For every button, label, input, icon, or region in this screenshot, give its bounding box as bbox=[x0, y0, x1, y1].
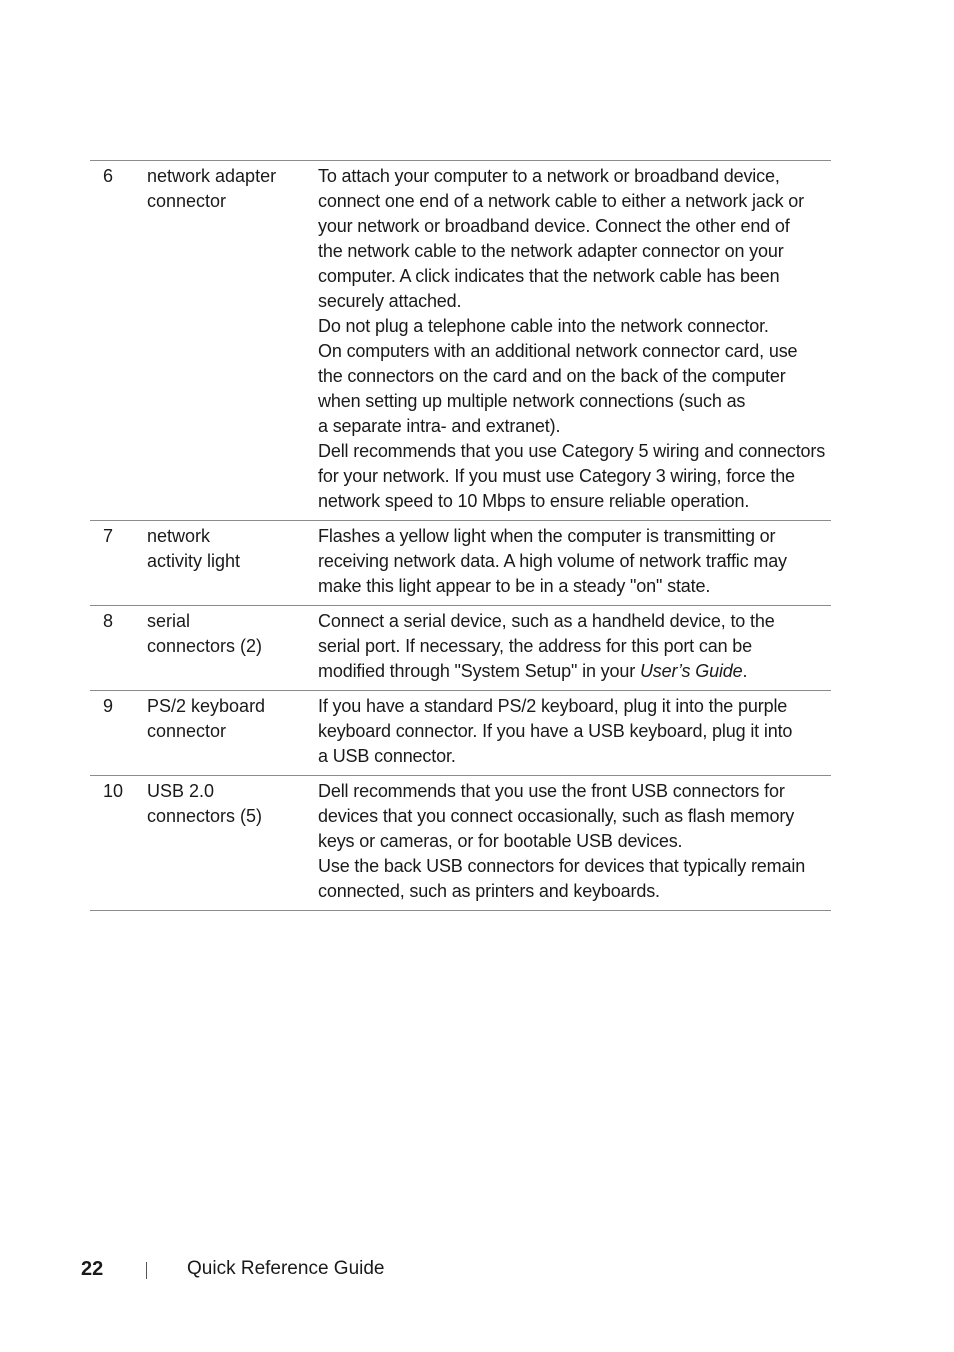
description-line: securely attached. bbox=[318, 291, 462, 311]
description-line: when setting up multiple network connections (such as bbox=[318, 391, 746, 411]
item-name-line: serial bbox=[147, 611, 191, 631]
item-name-line: network adapter bbox=[147, 166, 277, 186]
description-line: computer. A click indicates that the network cable has been bbox=[318, 266, 780, 286]
description-line: connect one end of a network cable to either a network jack or bbox=[318, 191, 804, 211]
description-line: make this light appear to be in a steady "on" state. bbox=[318, 576, 711, 596]
item-number: 8 bbox=[103, 611, 114, 631]
item-description bbox=[318, 779, 831, 904]
users-guide-reference: User’s Guide bbox=[639, 661, 743, 681]
description-line: keyboard connector. If you have a USB keyboard, plug it into bbox=[318, 721, 793, 741]
description-line: the connectors on the card and on the back of the computer bbox=[318, 366, 786, 386]
item-name-line: connectors (2) bbox=[147, 636, 263, 656]
item-name-line: connector bbox=[147, 191, 227, 211]
description-text: . bbox=[742, 661, 748, 681]
description-line: Connect a serial device, such as a handheld device, to the bbox=[318, 611, 775, 631]
table-row bbox=[90, 776, 831, 911]
item-name-line: activity light bbox=[147, 551, 241, 571]
description-line: a USB connector. bbox=[318, 746, 456, 766]
description-line bbox=[318, 659, 831, 684]
description-line: To attach your computer to a network or broadband device, bbox=[318, 166, 780, 186]
description-line: On computers with an additional network connector card, use bbox=[318, 341, 798, 361]
description-line: the network cable to the network adapter connector on your bbox=[318, 241, 784, 261]
item-description bbox=[318, 609, 831, 684]
page-number: 22 bbox=[81, 1258, 104, 1280]
item-name-line: network bbox=[147, 526, 211, 546]
description-line: Flashes a yellow light when the computer is transmitting or bbox=[318, 526, 776, 546]
item-name-line: connector bbox=[147, 721, 227, 741]
item-number: 6 bbox=[103, 166, 114, 186]
item-number: 9 bbox=[103, 696, 114, 716]
description-line: devices that you connect occasionally, such as flash memory bbox=[318, 806, 795, 826]
description-line: serial port. If necessary, the address for this port can be bbox=[318, 636, 753, 656]
item-name bbox=[147, 694, 318, 769]
item-name bbox=[147, 524, 318, 599]
description-line: Use the back USB connectors for devices that typically remain bbox=[318, 856, 806, 876]
item-description bbox=[318, 164, 831, 514]
table-row bbox=[90, 521, 831, 606]
item-name bbox=[147, 779, 318, 904]
item-name bbox=[147, 609, 318, 684]
table-row bbox=[90, 161, 831, 521]
description-text: modified through "System Setup" in your bbox=[318, 661, 640, 681]
item-number: 7 bbox=[103, 526, 114, 546]
description-line: If you have a standard PS/2 keyboard, plug it into the purple bbox=[318, 696, 788, 716]
page-footer bbox=[0, 1256, 954, 1286]
guide-title: Quick Reference Guide bbox=[187, 1258, 385, 1279]
description-line: your network or broadband device. Connect the other end of bbox=[318, 216, 790, 236]
description-line: for your network. If you must use Category 3 wiring, force the bbox=[318, 466, 795, 486]
item-name bbox=[147, 164, 318, 514]
connector-spec-table bbox=[90, 160, 831, 911]
description-line: Dell recommends that you use the front USB connectors for bbox=[318, 781, 785, 801]
item-number: 10 bbox=[103, 781, 124, 801]
description-line: a separate intra- and extranet). bbox=[318, 416, 561, 436]
description-line: receiving network data. A high volume of network traffic may bbox=[318, 551, 787, 571]
footer-separator bbox=[146, 1262, 147, 1279]
item-description bbox=[318, 524, 831, 599]
description-line: network speed to 10 Mbps to ensure reliable operation. bbox=[318, 491, 750, 511]
table-row bbox=[90, 691, 831, 776]
description-line: Dell recommends that you use Category 5 wiring and connectors bbox=[318, 441, 826, 461]
table-row bbox=[90, 606, 831, 691]
description-line: Do not plug a telephone cable into the network connector. bbox=[318, 316, 769, 336]
item-description bbox=[318, 694, 831, 769]
description-line: keys or cameras, or for bootable USB devices. bbox=[318, 831, 683, 851]
item-name-line: connectors (5) bbox=[147, 806, 263, 826]
item-name-line: USB 2.0 bbox=[147, 781, 215, 801]
item-name-line: PS/2 keyboard bbox=[147, 696, 266, 716]
description-line: connected, such as printers and keyboards. bbox=[318, 881, 660, 901]
